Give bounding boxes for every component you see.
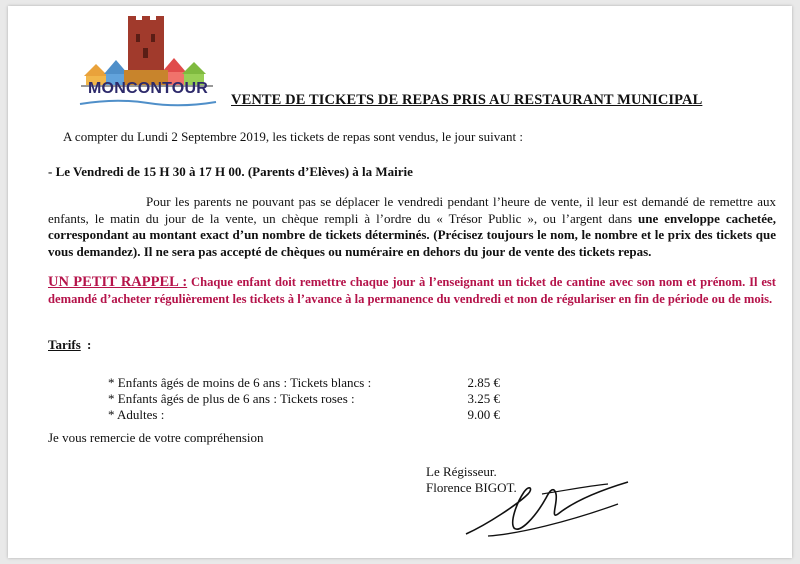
tarif-price: 3.25 € bbox=[467, 391, 500, 406]
tarif-row: * Adultes : bbox=[108, 407, 165, 422]
logo-text: MONCONTOUR bbox=[88, 80, 208, 97]
signatory-name: Florence BIGOT. bbox=[426, 480, 517, 495]
tarifs-colon: : bbox=[87, 337, 92, 352]
sale-schedule: - Le Vendredi de 15 H 30 à 17 H 00. (Parents d’Elèves) à la Mairie bbox=[48, 164, 413, 179]
reminder-paragraph bbox=[48, 274, 776, 308]
letter-page bbox=[8, 6, 792, 558]
tarif-price: 9.00 € bbox=[467, 407, 500, 422]
page-title: VENTE DE TICKETS DE REPAS PRIS AU RESTAURANT MUNICIPAL bbox=[231, 92, 703, 108]
instructions-normal: Pour les parents ne pouvant pas se déplacer le vendredi pendant l’heure de vente, il leur est demandé de remettre aux enfants, le matin du jour de la vente, un chèque rempli à l’ordre du « Trésor Public », ou l’argent dans bbox=[48, 194, 776, 226]
handwritten-signature-icon bbox=[458, 464, 638, 544]
tarif-row: * Enfants âgés de moins de 6 ans : Tickets blancs : bbox=[108, 375, 372, 390]
moncontour-logo bbox=[76, 14, 221, 109]
instructions-bold: une enveloppe cachetée, correspondant au montant exact d’un nombre de tickets déterminés. (Précisez toujours le nom, le nombre et le prix des tickets que vous demandez). Il ne sera pas accepté de chèques ou numéraire en dehors du jour de vente des tickets repas. bbox=[48, 210, 776, 259]
signatory-role: Le Régisseur. bbox=[426, 464, 497, 479]
tarif-row: * Enfants âgés de plus de 6 ans : Tickets roses : bbox=[108, 391, 355, 406]
reminder-text: Chaque enfant doit remettre chaque jour à l’enseignant un ticket de cantine avec son nom et prénom. Il est demandé d’acheter régulièrement les tickets à l’avance à la permanence du vendredi et non de régulariser en fin de période ou de mois. bbox=[48, 275, 776, 306]
instructions-paragraph bbox=[48, 194, 776, 260]
intro-text: A compter du Lundi 2 Septembre 2019, les tickets de repas sont vendus, le jour suivant : bbox=[63, 129, 523, 144]
reminder-label: UN PETIT RAPPEL : bbox=[48, 274, 188, 290]
thanks-text: Je vous remercie de votre compréhension bbox=[48, 430, 264, 445]
tarif-price: 2.85 € bbox=[467, 375, 500, 390]
tarifs-title: Tarifs bbox=[48, 337, 81, 352]
